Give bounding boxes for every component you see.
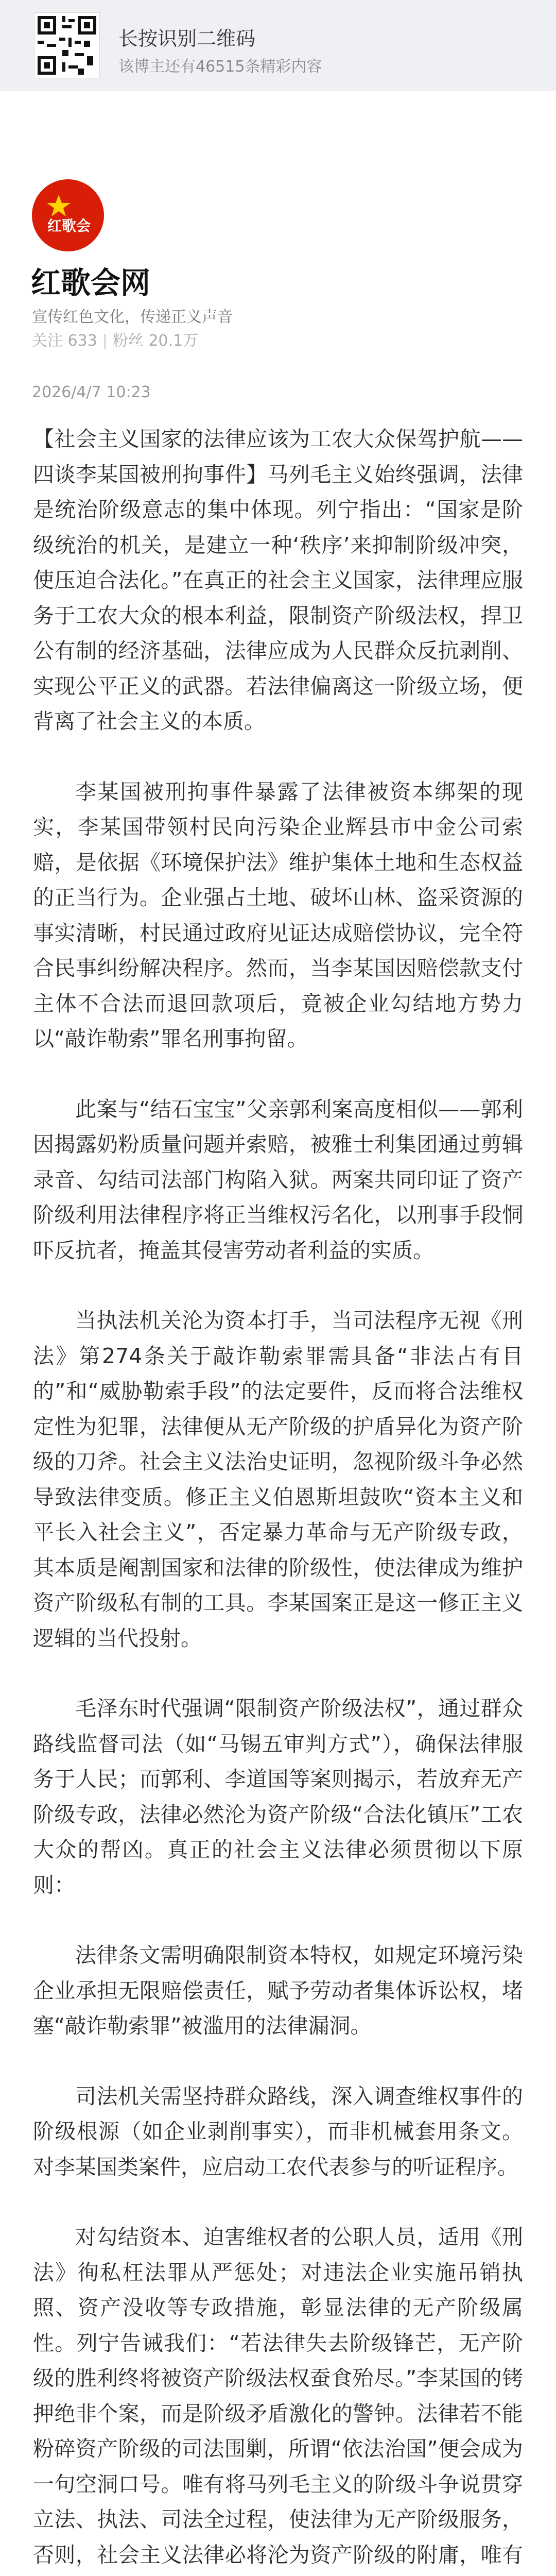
account-name[interactable]: 红歌会网 xyxy=(31,265,151,300)
logo-text: 红歌会 xyxy=(47,218,91,234)
article-paragraph: 法律条文需明确限制资本特权，如规定环境污染企业承担无限赔偿责任，赋予劳动者集体诉讼权，堵塞“敲诈勒索罪”被滥用的法律漏洞。 xyxy=(33,1943,523,2038)
account-stats: 关注 633 | 粉丝 20.1万 xyxy=(32,332,199,350)
account-slogan: 宣传红色文化，传递正义声音 xyxy=(32,308,233,326)
article-paragraph: 【社会主义国家的法律应该为工农大众保驾护航——四谈李某国被刑拘事件】马列毛主义始终强调，法律是统治阶级意志的集中体现。列宁指出：“国家是阶级统治的机关，是建立一种‘秩序’来抑制阶级冲突，使压迫合法化。”在真正的社会主义国家，法律理应服务于工农大众的根本利益，限制资产阶级法权，捍卫公有制的经济基础，法律应成为人民群众反抗剥削、实现公平正义的武器。若法律偏离这一阶级立场，便背离了社会主义的本质。 xyxy=(33,427,523,734)
account-logo[interactable] xyxy=(32,179,104,251)
publish-time: 2026/4/7 10:23 xyxy=(32,383,151,401)
follow-count: 关注 633 xyxy=(32,332,97,350)
article-paragraph: 司法机关需坚持群众路线，深入调查维权事件的阶级根源（如企业剥削事实），而非机械套用条文。对李某国类案件，应启动工农代表参与的听证程序。 xyxy=(33,2083,523,2179)
banner-subtitle: 该博主还有46515条精彩内容 xyxy=(118,58,322,76)
fans-count: 粉丝 20.1万 xyxy=(112,332,199,350)
qr-code-icon[interactable] xyxy=(34,12,100,78)
article-paragraph: 李某国被刑拘事件暴露了法律被资本绑架的现实，李某国带领村民向污染企业辉县市中金公司索赔，是依据《环境保护法》维护集体土地和生态权益的正当行为。企业强占土地、破坏山林、盗采资源的事实清晰，村民通过政府见证达成赔偿协议，完全符合民事纠纷解决程序。然而，当李某国因赔偿款支付主体不合法而退回款项后，竟被企业勾结地方势力以“敲诈勒索”罪名刑事拘留。 xyxy=(33,779,523,1051)
article-body xyxy=(33,421,523,2576)
banner-title: 长按识别二维码 xyxy=(118,27,256,50)
qr-banner xyxy=(0,0,556,91)
article-paragraph: 当执法机关沦为资本打手，当司法程序无视《刑法》第274条关于敲诈勒索罪需具备“非法占有目的”和“威胁勒索手段”的法定要件，反而将合法维权定性为犯罪，法律便从无产阶级的护盾异化为资产阶级的刀斧。社会主义法治史证明，忽视阶级斗争必然导致法律变质。修正主义伯恩斯坦鼓吹“资本主义和平长入社会主义”，否定暴力革命与无产阶级专政，其本质是阉割国家和法律的阶级性，使法律成为维护资产阶级私有制的工具。李某国案正是这一修正主义逻辑的当代投射。 xyxy=(33,1308,523,1651)
article-paragraph: 此案与“结石宝宝”父亲郭利案高度相似——郭利因揭露奶粉质量问题并索赔，被雅士利集团通过剪辑录音、勾结司法部门构陷入狱。两案共同印证了资产阶级利用法律程序将正当维权污名化，以刑事手段恫吓反抗者，掩盖其侵害劳动者利益的实质。 xyxy=(33,1096,523,1263)
article-paragraph: 对勾结资本、迫害维权者的公职人员，适用《刑法》徇私枉法罪从严惩处；对违法企业实施吊销执照、资产没收等专政措施，彰显法律的无产阶级属性。列宁告诫我们：“若法律失去阶级锋芒，无产阶级的胜利终将被资产阶级法权蚕食殆尽。”李某国的铐押绝非个案，而是阶级矛盾激化的警钟。法律若不能粉碎资产阶级的司法围剿，所谓“依法治国”便会成为一句空洞口号。唯有将马列毛主义的阶级斗争说贯穿立法、执法、司法全过程，使法律为无产阶级服务，否则，社会主义法律必将沦为资产阶级的附庸，唯有 xyxy=(33,2225,523,2567)
article-paragraph: 毛泽东时代强调“限制资产阶级法权”，通过群众路线监督司法（如“马锡五审判方式”），确保法律服务于人民；而郭利、李道国等案则揭示，若放弃无产阶级专政，法律必然沦为资产阶级“合法化镇压”工农大众的帮凶。真正的社会主义法律必须贯彻以下原则： xyxy=(33,1696,523,1897)
